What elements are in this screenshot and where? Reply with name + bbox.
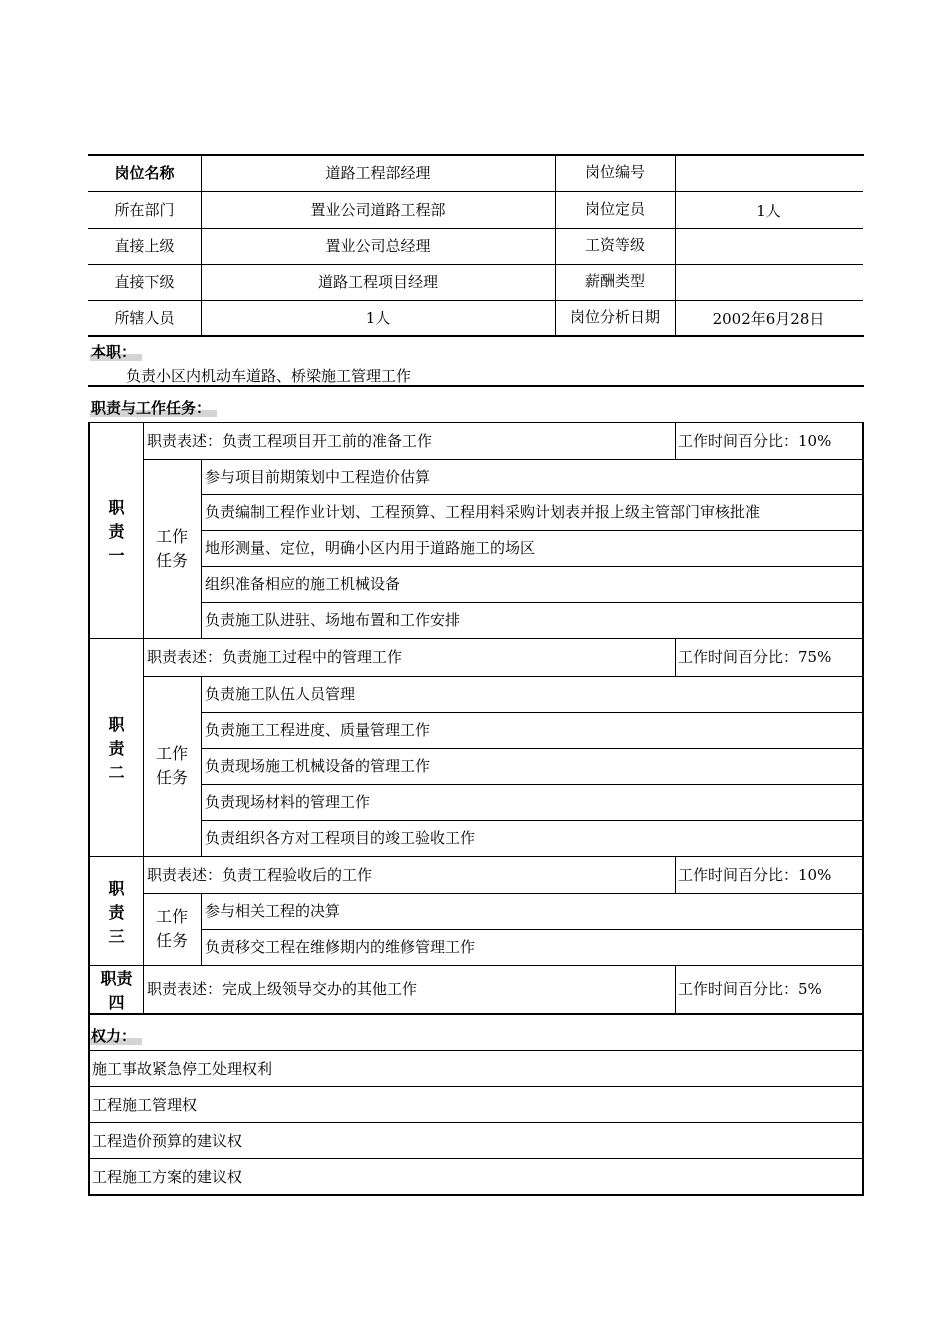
field-value: 道路工程部经理 bbox=[325, 164, 431, 182]
table-rule-h bbox=[88, 1194, 864, 1196]
field-value: 2002年6月28日 bbox=[712, 310, 825, 328]
task-item: 负责施工队进驻、场地布置和工作安排 bbox=[205, 611, 461, 629]
time-percentage: 工作时间百分比：10% bbox=[678, 865, 832, 884]
table-rule-h bbox=[88, 191, 863, 192]
table-rule-h bbox=[201, 784, 863, 785]
table-rule-h bbox=[201, 820, 863, 821]
field-label: 所在部门 bbox=[114, 200, 175, 219]
field-label: 岗位分析日期 bbox=[569, 308, 660, 326]
responsibility-description: 职责表述：负责工程项目开工前的准备工作 bbox=[147, 431, 433, 450]
section-title-responsibilities: 职责与工作任务： bbox=[90, 399, 217, 417]
section-title-powers: 权力： bbox=[90, 1027, 142, 1045]
field-value: 1人 bbox=[756, 201, 781, 220]
task-item: 负责编制工程作业计划、工程预算、工程用料采购计划表并报上级主管部门审核批准 bbox=[205, 503, 761, 521]
task-item: 地形测量、定位，明确小区内用于道路施工的场区 bbox=[205, 539, 536, 557]
table-rule-h bbox=[143, 459, 863, 460]
power-item: 工程造价预算的建议权 bbox=[92, 1132, 243, 1150]
table-rule-h bbox=[88, 1013, 864, 1015]
task-item: 参与项目前期策划中工程造价估算 bbox=[205, 467, 431, 486]
task-item: 负责现场材料的管理工作 bbox=[205, 793, 371, 811]
power-item: 工程施工管理权 bbox=[92, 1096, 198, 1114]
task-label: 工作 任务 bbox=[155, 744, 188, 787]
table-rule-h bbox=[88, 264, 863, 265]
header-bottom-border bbox=[88, 335, 864, 337]
table-rule-h bbox=[201, 566, 863, 567]
section-rule bbox=[88, 385, 864, 387]
table-rule-h bbox=[88, 856, 863, 857]
responsibility-description: 职责表述：负责工程验收后的工作 bbox=[147, 865, 373, 884]
task-item: 组织准备相应的施工机械设备 bbox=[205, 575, 401, 593]
field-label: 直接下级 bbox=[114, 273, 175, 291]
table-rule-h bbox=[201, 929, 863, 930]
table-rule-h bbox=[88, 638, 863, 639]
table-rule-h bbox=[201, 748, 863, 749]
table-rule-h bbox=[143, 893, 863, 894]
responsibility-label: 职 责 二 bbox=[108, 715, 125, 782]
task-item: 负责施工工程进度、质量管理工作 bbox=[205, 721, 431, 739]
task-item: 负责现场施工机械设备的管理工作 bbox=[205, 757, 431, 775]
time-percentage: 工作时间百分比：10% bbox=[678, 431, 832, 450]
field-value: 置业公司道路工程部 bbox=[310, 200, 446, 219]
table-rule-v bbox=[675, 856, 676, 893]
power-item: 施工事故紧急停工处理权利 bbox=[92, 1060, 273, 1078]
table-rule-h bbox=[88, 1158, 863, 1159]
table-rule-v bbox=[675, 422, 676, 459]
table-top-border bbox=[88, 154, 864, 156]
section-title-duty: 本职： bbox=[90, 343, 142, 361]
table-rule-v bbox=[675, 965, 676, 1013]
responsibility-label: 职责 四 bbox=[100, 969, 133, 1012]
field-label: 直接上级 bbox=[114, 237, 175, 255]
table-rule-h bbox=[88, 965, 863, 966]
table-right-border bbox=[862, 856, 864, 966]
field-value: 道路工程项目经理 bbox=[317, 273, 438, 291]
field-label: 岗位编号 bbox=[584, 163, 645, 181]
responsibility-label: 职 责 一 bbox=[108, 498, 125, 565]
field-label: 薪酬类型 bbox=[584, 272, 645, 290]
table-rule-h bbox=[88, 1050, 863, 1051]
table-rule-h bbox=[143, 676, 863, 677]
time-percentage: 工作时间百分比：5% bbox=[678, 980, 822, 998]
table-rule-h bbox=[201, 602, 863, 603]
task-item: 负责移交工程在维修期内的维修管理工作 bbox=[205, 938, 476, 956]
field-label: 工资等级 bbox=[584, 236, 645, 254]
responsibility-label: 职 责 三 bbox=[108, 878, 125, 946]
field-label: 岗位定员 bbox=[584, 199, 645, 218]
table-rule-h bbox=[88, 228, 863, 229]
table-rule-h bbox=[88, 1122, 863, 1123]
time-percentage: 工作时间百分比：75% bbox=[678, 648, 832, 666]
table-rule-v bbox=[675, 638, 676, 676]
table-right-border bbox=[862, 965, 864, 1014]
section-rule bbox=[88, 422, 863, 423]
table-rule-h bbox=[88, 1086, 863, 1087]
table-rule-v bbox=[675, 155, 676, 336]
task-item: 参与相关工程的决算 bbox=[205, 902, 341, 920]
table-right-border bbox=[862, 1013, 864, 1195]
table-rule-h bbox=[201, 494, 863, 495]
table-rule-h bbox=[201, 712, 863, 713]
field-label: 岗位名称 bbox=[114, 164, 175, 182]
task-item: 负责施工队伍人员管理 bbox=[205, 685, 356, 703]
task-item: 负责组织各方对工程项目的竣工验收工作 bbox=[205, 829, 476, 847]
field-value: 1人 bbox=[365, 309, 391, 327]
field-label: 所辖人员 bbox=[114, 309, 175, 327]
task-label: 工作 任务 bbox=[155, 907, 188, 950]
table-rule-h bbox=[201, 530, 863, 531]
responsibility-description: 职责表述：完成上级领导交办的其他工作 bbox=[147, 980, 418, 998]
power-item: 工程施工方案的建议权 bbox=[92, 1168, 243, 1186]
responsibility-description: 职责表述：负责施工过程中的管理工作 bbox=[147, 648, 403, 666]
duty-text: 负责小区内机动车道路、桥梁施工管理工作 bbox=[126, 367, 412, 385]
task-label: 工作 任务 bbox=[155, 526, 188, 570]
field-value: 置业公司总经理 bbox=[325, 237, 431, 255]
table-rule-h bbox=[88, 300, 863, 301]
